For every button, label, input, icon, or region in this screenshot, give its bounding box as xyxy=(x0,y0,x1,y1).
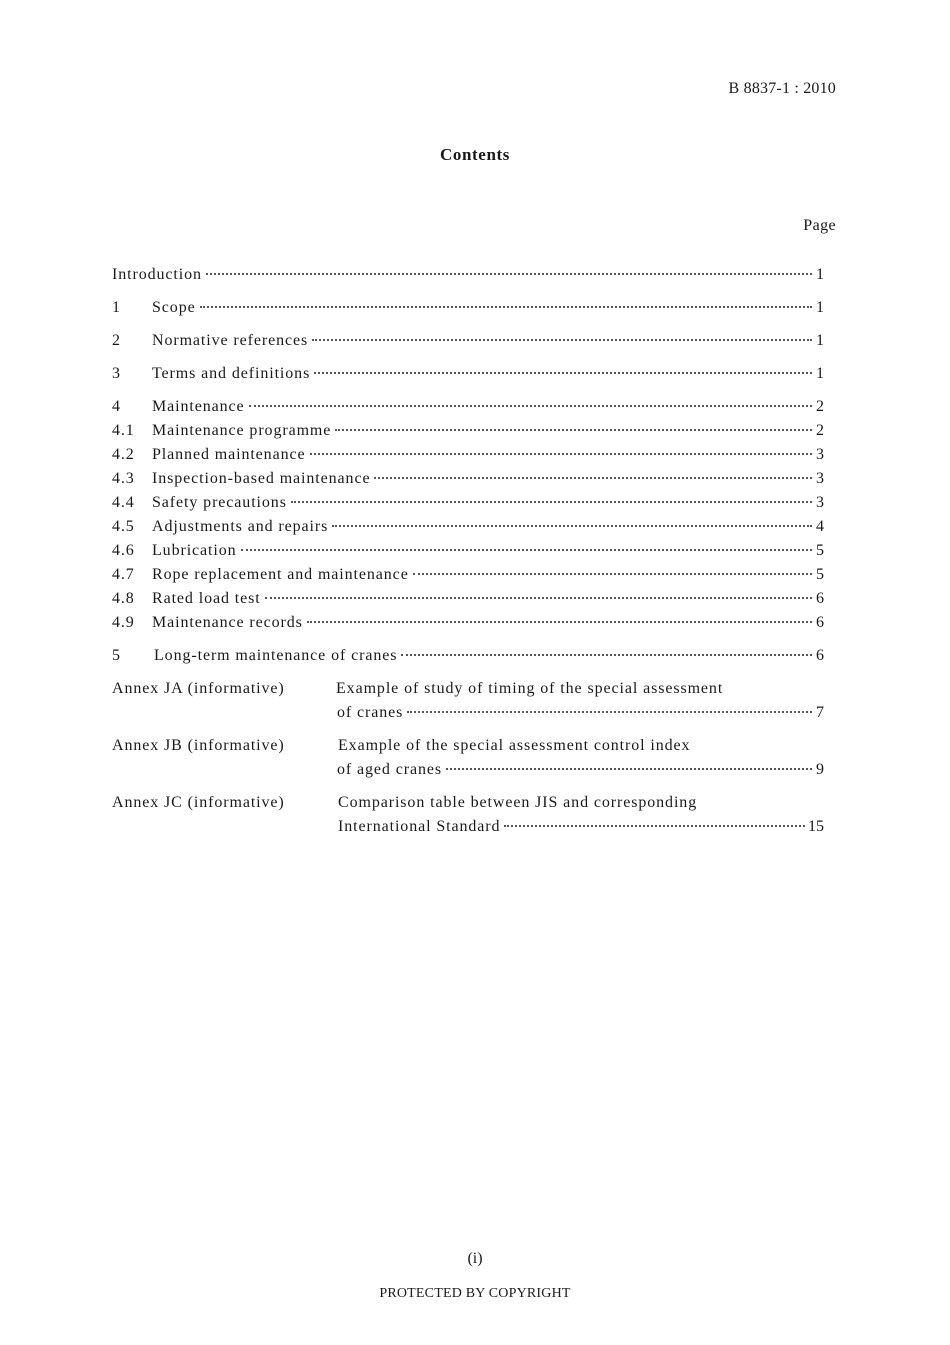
annex-jb-label: Annex JB (informative) xyxy=(112,737,285,754)
dot-leader xyxy=(335,429,812,431)
toc-entry-rated-load-test[interactable] xyxy=(112,590,824,614)
toc-entry-title: Scope xyxy=(152,299,196,316)
toc-entry-page: 5 xyxy=(816,542,824,559)
toc-entry-title: Maintenance records xyxy=(152,614,303,631)
annex-title-text: of cranes xyxy=(337,704,404,721)
toc-entry-number: 4.7 xyxy=(112,566,135,583)
dot-leader xyxy=(401,654,812,656)
toc-entry-inspection-based-maintenance[interactable] xyxy=(112,470,824,494)
toc-entry-title: Rope replacement and maintenance xyxy=(152,566,409,583)
toc-entry-title: Inspection-based maintenance xyxy=(152,470,371,487)
toc-entry-title: Adjustments and repairs xyxy=(152,518,329,535)
dot-leader xyxy=(307,621,812,623)
toc-entry-long-term-maintenance[interactable] xyxy=(112,647,824,671)
toc-entry-maintenance-records[interactable] xyxy=(112,614,824,638)
dot-leader xyxy=(206,273,812,275)
toc-entry-lubrication[interactable] xyxy=(112,542,824,566)
dot-leader xyxy=(446,768,812,770)
toc-entry-maintenance-programme[interactable] xyxy=(112,422,824,446)
dot-leader xyxy=(314,372,812,374)
toc-entry-number: 4.3 xyxy=(112,470,135,487)
toc-entry-number: 1 xyxy=(112,299,121,316)
toc-entry-planned-maintenance[interactable] xyxy=(112,446,824,470)
toc-entry-page: 2 xyxy=(816,398,824,415)
dot-leader xyxy=(504,825,805,827)
dot-leader xyxy=(407,711,812,713)
toc-entry-number: 3 xyxy=(112,365,121,382)
dot-leader xyxy=(241,549,812,551)
toc-entry-page: 3 xyxy=(816,446,824,463)
toc-entry-page: 2 xyxy=(816,422,824,439)
annex-title-text: Example of the special assessment control index xyxy=(338,737,691,754)
annex-jc-title-line1[interactable] xyxy=(338,794,824,818)
annex-page: 7 xyxy=(816,704,824,721)
toc-entry-introduction[interactable] xyxy=(112,266,824,290)
dot-leader xyxy=(332,525,812,527)
dot-leader xyxy=(312,339,812,341)
toc-entry-page: 1 xyxy=(816,365,824,382)
toc-entry-page: 3 xyxy=(816,494,824,511)
toc-entry-title: Maintenance xyxy=(152,398,245,415)
toc-entry-number: 4 xyxy=(112,398,121,415)
annex-page: 15 xyxy=(808,818,824,835)
annex-title-text: Example of study of timing of the special assessment xyxy=(336,680,724,697)
toc-entry-page: 6 xyxy=(816,647,824,664)
dot-leader xyxy=(291,501,812,503)
toc-entry-number: 4.5 xyxy=(112,518,135,535)
toc-entry-normative-references[interactable] xyxy=(112,332,824,356)
toc-entry-number: 5 xyxy=(112,647,121,664)
standard-number: B 8837-1 : 2010 xyxy=(728,80,836,97)
annex-ja-label: Annex JA (informative) xyxy=(112,680,285,697)
annex-jc-label: Annex JC (informative) xyxy=(112,794,285,811)
toc-entry-number: 2 xyxy=(112,332,121,349)
annex-jc-title-line2[interactable] xyxy=(338,818,824,842)
toc-entry-title: Rated load test xyxy=(152,590,261,607)
toc-entry-page: 3 xyxy=(816,470,824,487)
toc-entry-number: 4.2 xyxy=(112,446,135,463)
toc-entry-number: 4.4 xyxy=(112,494,135,511)
toc-entry-scope[interactable] xyxy=(112,299,824,323)
toc-entry-terms-and-definitions[interactable] xyxy=(112,365,824,389)
annex-ja-title-line1[interactable] xyxy=(336,680,824,704)
toc-entry-rope-replacement[interactable] xyxy=(112,566,824,590)
annex-jb-title-line2[interactable] xyxy=(337,761,824,785)
annex-jb-title-line1[interactable] xyxy=(338,737,824,761)
toc-entry-page: 5 xyxy=(816,566,824,583)
footer-page-number: (i) xyxy=(467,1250,483,1267)
toc-entry-title: Long-term maintenance of cranes xyxy=(154,647,398,664)
dot-leader xyxy=(200,306,812,308)
toc-entry-page: 6 xyxy=(816,614,824,631)
dot-leader xyxy=(310,453,813,455)
toc-entry-page: 1 xyxy=(816,266,824,283)
contents-title: Contents xyxy=(440,145,510,164)
toc-entry-page: 1 xyxy=(816,299,824,316)
page-column-heading: Page xyxy=(803,217,836,234)
toc-entry-title: Terms and definitions xyxy=(152,365,311,382)
toc-entry-title: Introduction xyxy=(112,266,202,283)
toc-entry-title: Normative references xyxy=(152,332,309,349)
toc-entry-title: Lubrication xyxy=(152,542,237,559)
toc-entry-adjustments-and-repairs[interactable] xyxy=(112,518,824,542)
toc-entry-number: 4.6 xyxy=(112,542,135,559)
annex-title-text: Comparison table between JIS and corresponding xyxy=(338,794,698,811)
annex-title-text: International Standard xyxy=(338,818,501,835)
dot-leader xyxy=(413,573,812,575)
toc-entry-title: Planned maintenance xyxy=(152,446,306,463)
annex-ja-title-line2[interactable] xyxy=(337,704,824,728)
toc-entry-number: 4.9 xyxy=(112,614,135,631)
dot-leader xyxy=(265,597,812,599)
toc-entry-number: 4.1 xyxy=(112,422,135,439)
toc-entry-title: Safety precautions xyxy=(152,494,287,511)
toc-entry-page: 1 xyxy=(816,332,824,349)
toc-entry-safety-precautions[interactable] xyxy=(112,494,824,518)
dot-leader xyxy=(249,405,812,407)
toc-entry-maintenance[interactable] xyxy=(112,398,824,422)
toc-entry-page: 4 xyxy=(816,518,824,535)
copyright-notice: PROTECTED BY COPYRIGHT xyxy=(379,1286,571,1301)
toc-entry-number: 4.8 xyxy=(112,590,135,607)
annex-page: 9 xyxy=(816,761,824,778)
dot-leader xyxy=(374,477,812,479)
toc-entry-title: Maintenance programme xyxy=(152,422,332,439)
annex-title-text: of aged cranes xyxy=(337,761,442,778)
toc-entry-page: 6 xyxy=(816,590,824,607)
